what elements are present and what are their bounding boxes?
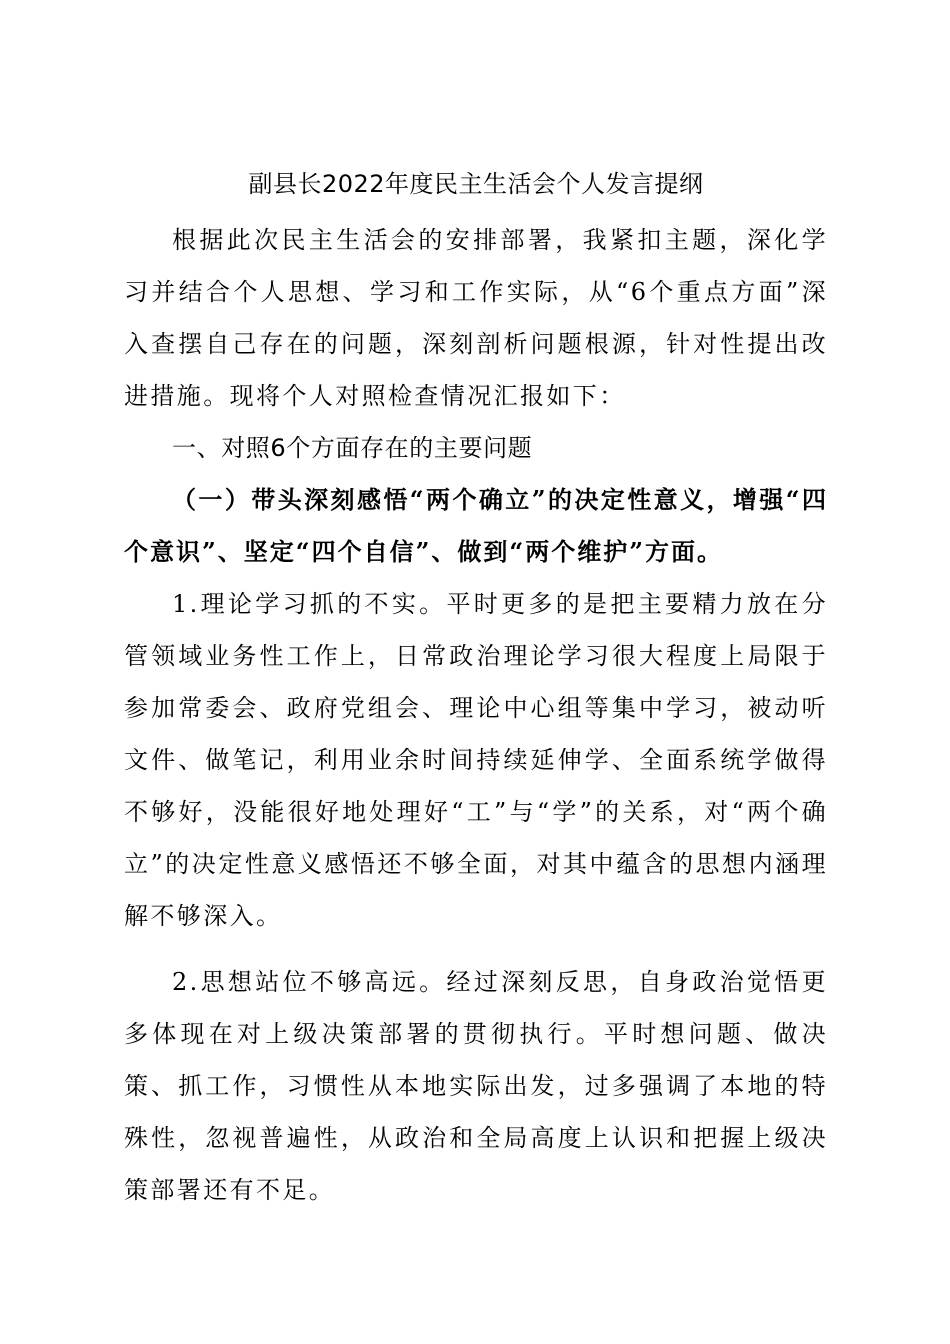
intro-paragraph: 根据此次民主生活会的安排部署，我紧扣主题，深化学习并结合个人思想、学习和工作实际，从“6个重点方面”深入查摆自己存在的问题，深刻剖析问题根源，针对性提出改进措施。现将个人对照检查情况汇报如下： — [124, 226, 828, 410]
subsection-heading: （一）带头深刻感悟“两个确立”的决定性意义，增强“四个意识”、坚定“四个自信”、做到“两个维护”方面。 — [124, 485, 828, 566]
document-title: 副县长2022年度民主生活会个人发言提纲 — [248, 170, 704, 198]
section-heading: 一、对照6个方面存在的主要问题 — [172, 434, 533, 462]
problem-item-1: 1.理论学习抓的不实。平时更多的是把主要精力放在分管领域业务性工作上，日常政治理论学习很大程度上局限于参加常委会、政府党组会、理论中心组等集中学习，被动听文件、做笔记，利用业余时间持续延伸学、全面系统学做得不够好，没能很好地处理好“工”与“学”的关系，对“两个确立”的决定性意义感悟还不够全面，对其中蕴含的思想内涵理解不够深入。 — [124, 590, 828, 930]
problem-item-2: 2.思想站位不够高远。经过深刻反思，自身政治觉悟更多体现在对上级决策部署的贯彻执行。平时想问题、做决策、抓工作，习惯性从本地实际出发，过多强调了本地的特殊性，忽视普遍性，从政治和全局高度上认识和把握上级决策部署还有不足。 — [124, 968, 828, 1204]
document-body — [124, 162, 828, 1216]
